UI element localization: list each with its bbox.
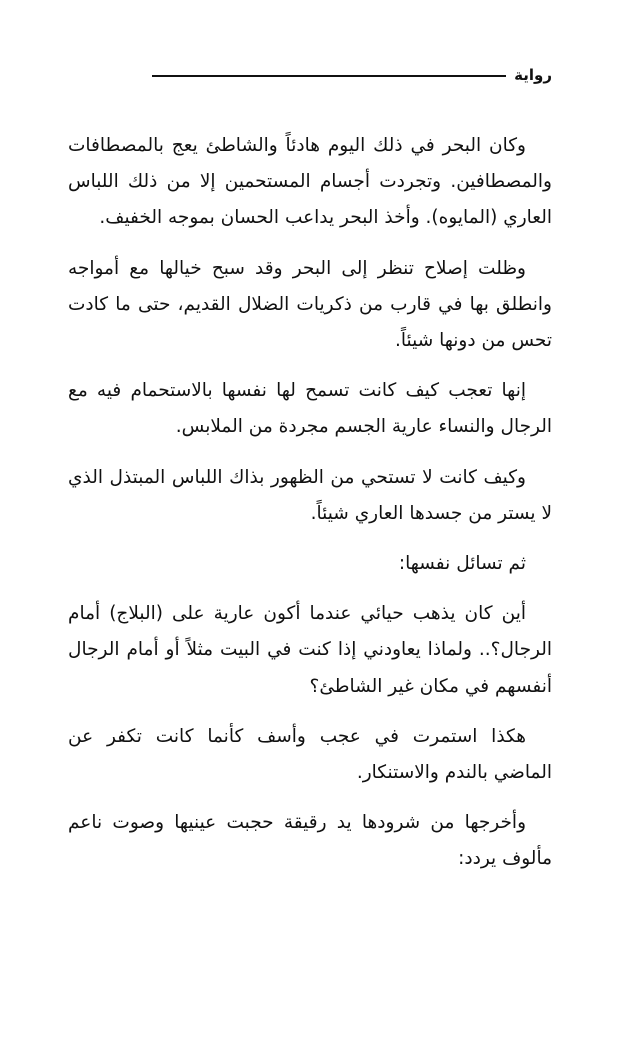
paragraph-1: وكان البحر في ذلك اليوم هادئاً والشاطئ يعج بالمصطافات والمصطافين. وتجردت أجسام المستحمين إلا من ذلك اللباس العاري (المايوه). وأخذ البحر يداعب الحسان بموجه الخفيف. [68, 135, 552, 229]
paragraph-3: إنها تعجب كيف كانت تسمح لها نفسها بالاستحمام فيه مع الرجال والنساء عارية الجسم مجردة من الملابس. [68, 380, 552, 438]
paragraph-5: ثم تسائل نفسها: [398, 553, 526, 575]
section-label: رواية [514, 66, 552, 84]
header-rule [152, 75, 506, 77]
paragraph-7: هكذا استمرت في عجب وأسف كأنما كانت تكفر عن الماضي بالندم والاستنكار. [68, 725, 552, 784]
paragraph-6: أين كان يذهب حيائي عندما أكون عارية على (البلاج) أمام الرجال؟.. ولماذا يعاودني إذا كنت في البيت مثلاً أو أمام الرجال أنفسهم في مكان غير الشاطئ؟ [68, 603, 552, 697]
running-header [152, 62, 552, 88]
paragraph-4: وكيف كانت لا تستحي من الظهور بذاك اللباس المبتذل الذي لا يستر من جسدها العاري شيئاً. [68, 466, 552, 524]
body-text [68, 128, 552, 892]
paragraph-2: وظلت إصلاح تنظر إلى البحر وقد سبح خيالها مع أمواجه وانطلق بها في قارب من ذكريات الضلال القديم، حتى ما كادت تحس من دونها شيئاً. [68, 257, 552, 352]
paragraph-8: وأخرجها من شرودها يد رقيقة حجبت عينيها وصوت ناعم مألوف يردد: [68, 812, 552, 870]
